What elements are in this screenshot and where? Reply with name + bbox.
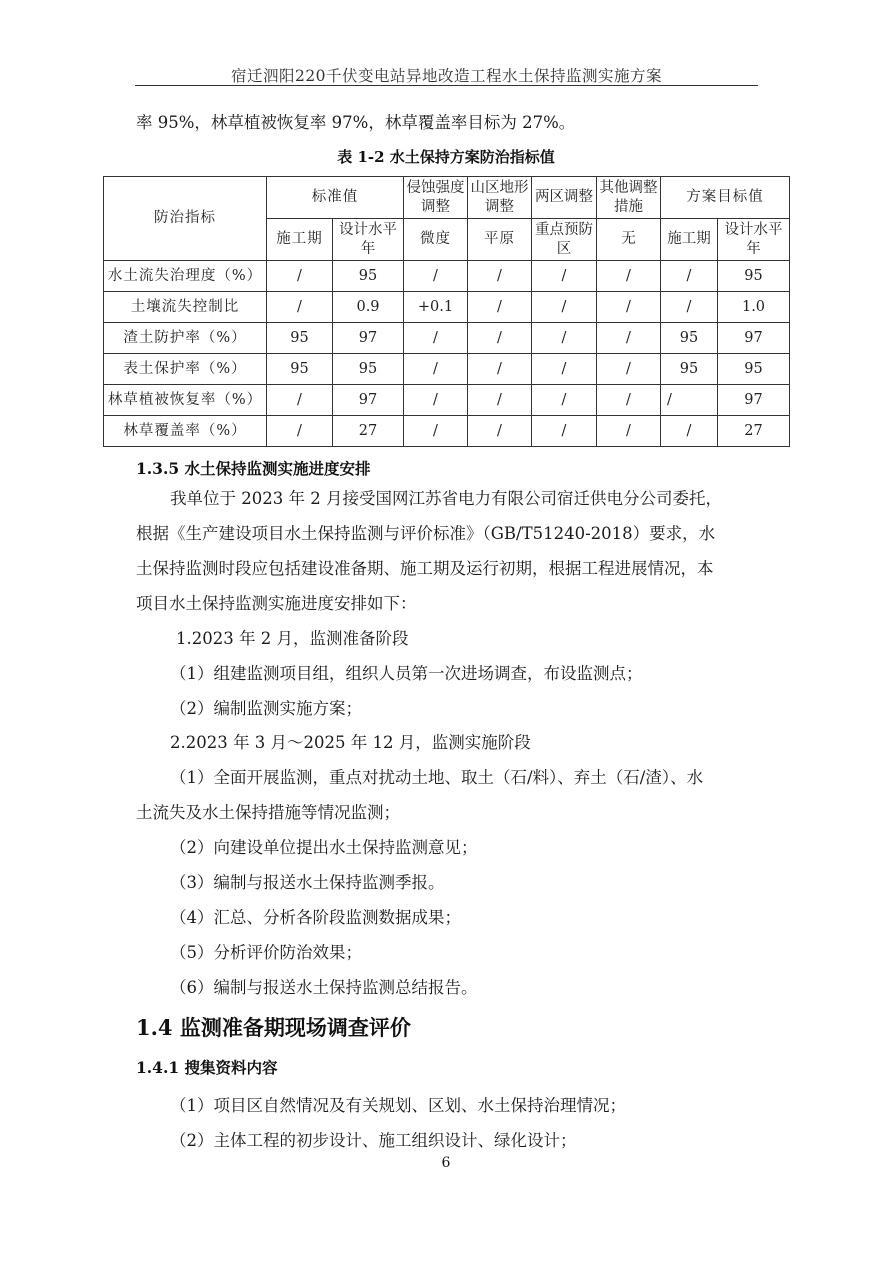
cell: 27 bbox=[718, 416, 790, 447]
cell: / bbox=[532, 354, 597, 385]
row-name: 水土流失治理度（%） bbox=[104, 261, 267, 292]
cell: 97 bbox=[718, 323, 790, 354]
page-number: 6 bbox=[441, 1155, 451, 1171]
table-header-row-1 bbox=[104, 177, 790, 219]
cell: 95 bbox=[661, 354, 718, 385]
cell: 95 bbox=[267, 323, 333, 354]
cell: / bbox=[468, 292, 532, 323]
phase-2-item: （3）编制与报送水土保持监测季报。 bbox=[170, 873, 445, 892]
cell: / bbox=[267, 416, 333, 447]
cell: / bbox=[532, 416, 597, 447]
cell: / bbox=[532, 261, 597, 292]
cell: 95 bbox=[661, 323, 718, 354]
section-1-4-heading: 1.4 监测准备期现场调查评价 bbox=[136, 1015, 411, 1040]
intro-line: 率 95%，林草植被恢复率 97%，林草覆盖率目标为 27%。 bbox=[136, 113, 576, 132]
row-name: 土壤流失控制比 bbox=[104, 292, 267, 323]
row-name: 林草覆盖率（%） bbox=[104, 416, 267, 447]
section-1-4-1-heading: 1.4.1 搜集资料内容 bbox=[136, 1058, 278, 1077]
cell: / bbox=[532, 323, 597, 354]
row-name: 林草植被恢复率（%） bbox=[104, 385, 267, 416]
cell: 95 bbox=[718, 261, 790, 292]
phase-1-item: （1）组建监测项目组，组织人员第一次进场调查，布设监测点； bbox=[170, 664, 643, 683]
para-line: 根据《生产建设项目水土保持监测与评价标准》（GB/T51240-2018）要求，水 bbox=[136, 524, 716, 543]
header-target: 方案目标值 bbox=[661, 177, 790, 219]
cell: / bbox=[532, 292, 597, 323]
cell: / bbox=[597, 323, 661, 354]
para-line: 土保持监测时段应包括建设准备期、施工期及运行初期，根据工程进展情况，本 bbox=[136, 559, 714, 578]
header-tgt-construction: 施工期 bbox=[661, 219, 718, 261]
row-name: 表土保护率（%） bbox=[104, 354, 267, 385]
table-row bbox=[104, 261, 790, 292]
cell: / bbox=[597, 292, 661, 323]
running-header: 宿迁泗阳220千伏变电站异地改造工程水土保持监测实施方案 bbox=[230, 67, 663, 85]
cell: / bbox=[404, 261, 468, 292]
cell: 95 bbox=[267, 354, 333, 385]
phase-1-title: 1.2023 年 2 月，监测准备阶段 bbox=[176, 629, 409, 648]
cell: / bbox=[267, 292, 333, 323]
cell: / bbox=[468, 261, 532, 292]
phase-1-item: （2）编制监测实施方案； bbox=[170, 699, 362, 718]
header-terrain: 山区地形调整 bbox=[468, 177, 532, 219]
phase-2-item: （6）编制与报送水土保持监测总结报告。 bbox=[170, 978, 478, 997]
cell: 97 bbox=[333, 385, 404, 416]
header-erosion-value: 微度 bbox=[404, 219, 468, 261]
cell: 27 bbox=[333, 416, 404, 447]
header-indicator: 防治指标 bbox=[104, 177, 267, 261]
phase-2-item: （2）向建设单位提出水土保持监测意见； bbox=[170, 838, 478, 857]
section-1-3-5-heading: 1.3.5 水土保持监测实施进度安排 bbox=[136, 459, 371, 478]
cell: 97 bbox=[333, 323, 404, 354]
header-erosion: 侵蚀强度调整 bbox=[404, 177, 468, 219]
cell: / bbox=[661, 261, 718, 292]
header-std-design: 设计水平年 bbox=[333, 219, 404, 261]
phase-2-item: 土流失及水土保持措施等情况监测； bbox=[136, 803, 400, 822]
table-row bbox=[104, 416, 790, 447]
cell: 95 bbox=[333, 261, 404, 292]
header-std-construction: 施工期 bbox=[267, 219, 333, 261]
header-other-value: 无 bbox=[597, 219, 661, 261]
phase-2-item: （4）汇总、分析各阶段监测数据成果； bbox=[170, 908, 461, 927]
cell: 1.0 bbox=[718, 292, 790, 323]
cell: / bbox=[468, 323, 532, 354]
phase-2-item: （5）分析评价防治效果； bbox=[170, 943, 362, 962]
table-row bbox=[104, 385, 790, 416]
header-two-zone: 两区调整 bbox=[532, 177, 597, 219]
cell: / bbox=[267, 385, 333, 416]
cell: / bbox=[404, 323, 468, 354]
cell: 95 bbox=[333, 354, 404, 385]
cell: 97 bbox=[718, 385, 790, 416]
phase-2-item: （1）全面开展监测，重点对扰动土地、取土（石/料）、弃土（石/渣）、水 bbox=[170, 768, 704, 787]
cell: / bbox=[267, 261, 333, 292]
header-rule bbox=[135, 85, 758, 86]
cell: 95 bbox=[718, 354, 790, 385]
phase-2-title: 2.2023 年 3 月～2025 年 12 月，监测实施阶段 bbox=[170, 733, 531, 752]
collect-item: （1）项目区自然情况及有关规划、区划、水土保持治理情况； bbox=[170, 1096, 626, 1115]
table-caption: 表 1-2 水土保持方案防治指标值 bbox=[337, 148, 555, 166]
cell: / bbox=[404, 354, 468, 385]
cell: / bbox=[468, 354, 532, 385]
table-row bbox=[104, 354, 790, 385]
cell: / bbox=[597, 385, 661, 416]
cell: / bbox=[597, 354, 661, 385]
cell: / bbox=[597, 261, 661, 292]
para-line: 项目水土保持监测实施进度安排如下： bbox=[136, 594, 417, 613]
cell: / bbox=[597, 416, 661, 447]
header-terrain-value: 平原 bbox=[468, 219, 532, 261]
header-tgt-design: 设计水平年 bbox=[718, 219, 790, 261]
cell: 0.9 bbox=[333, 292, 404, 323]
para-line: 我单位于 2023 年 2 月接受国网江苏省电力有限公司宿迁供电分公司委托， bbox=[170, 489, 722, 508]
cell: +0.1 bbox=[404, 292, 468, 323]
cell: / bbox=[661, 292, 718, 323]
cell: / bbox=[532, 385, 597, 416]
collect-item: （2）主体工程的初步设计、施工组织设计、绿化设计； bbox=[170, 1131, 577, 1150]
row-name: 渣土防护率（%） bbox=[104, 323, 267, 354]
table-row bbox=[104, 323, 790, 354]
cell: / bbox=[404, 416, 468, 447]
table-row bbox=[104, 292, 790, 323]
cell: / bbox=[661, 385, 718, 416]
header-other: 其他调整措施 bbox=[597, 177, 661, 219]
prevention-index-table bbox=[103, 176, 790, 447]
cell: / bbox=[468, 416, 532, 447]
header-standard: 标准值 bbox=[267, 177, 404, 219]
cell: / bbox=[661, 416, 718, 447]
header-two-zone-value: 重点预防区 bbox=[532, 219, 597, 261]
cell: / bbox=[468, 385, 532, 416]
cell: / bbox=[404, 385, 468, 416]
